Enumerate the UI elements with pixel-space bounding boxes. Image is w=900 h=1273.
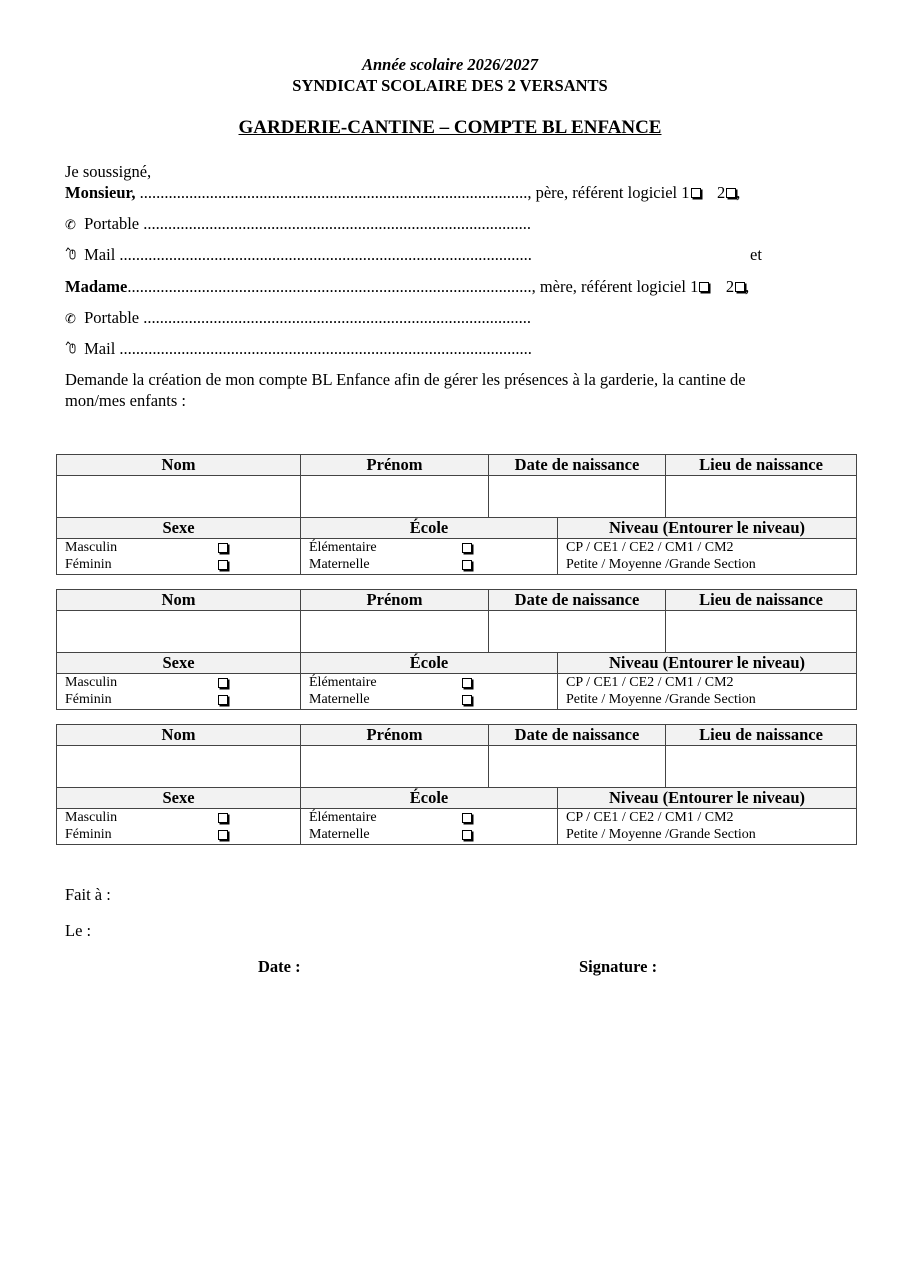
niveau-maternelle[interactable]: Petite / Moyenne /Grande Section — [566, 557, 756, 572]
option-2-label: 2 — [717, 183, 726, 202]
header-lieu-naissance: Lieu de naissance — [666, 455, 857, 476]
organization: SYNDICAT SCOLAIRE DES 2 VERSANTS — [292, 76, 608, 95]
checkbox-icon[interactable] — [218, 695, 228, 705]
checkbox-icon[interactable] — [735, 282, 745, 292]
checkbox-icon[interactable] — [218, 560, 228, 570]
masculin-label: Masculin — [65, 540, 118, 555]
ecole-options — [301, 674, 558, 710]
sexe-options — [57, 809, 301, 845]
niveau-elementaire[interactable]: CP / CE1 / CE2 / CM1 / CM2 — [566, 540, 734, 555]
niveau-maternelle[interactable]: Petite / Moyenne /Grande Section — [566, 827, 756, 842]
option-feminin[interactable] — [57, 826, 300, 843]
header-nom: Nom — [57, 725, 301, 746]
option-maternelle[interactable] — [301, 691, 557, 708]
niveau-maternelle[interactable]: Petite / Moyenne /Grande Section — [566, 692, 756, 707]
option-elementaire[interactable] — [301, 539, 557, 556]
option-elementaire[interactable] — [301, 809, 557, 826]
masculin-label: Masculin — [65, 810, 118, 825]
checkbox-icon[interactable] — [462, 830, 472, 840]
ecole-options — [301, 539, 558, 575]
monsieur-label: Monsieur, — [65, 183, 136, 202]
child-table — [56, 589, 857, 710]
request-line-1: Demande la création de mon compte BL Enfance afin de gérer les présences à la garderie, la cantine de — [65, 370, 746, 389]
niveau-options — [558, 809, 857, 845]
mouse-icon — [65, 247, 80, 264]
le-label: Le : — [65, 921, 92, 940]
header-sexe: Sexe — [57, 653, 301, 674]
header-nom: Nom — [57, 455, 301, 476]
monsieur-line — [65, 183, 740, 203]
header-niveau: Niveau (Entourer le niveau) — [558, 788, 857, 809]
option-masculin[interactable] — [57, 674, 300, 691]
monsieur-portable-line[interactable] — [65, 214, 531, 234]
option-feminin[interactable] — [57, 556, 300, 573]
comma: , — [745, 277, 750, 296]
date-label: Date : — [258, 957, 301, 976]
date-naissance-field[interactable] — [489, 611, 666, 653]
header-lieu-naissance: Lieu de naissance — [666, 725, 857, 746]
madame-line — [65, 277, 749, 297]
elementaire-label: Élémentaire — [309, 675, 377, 690]
portable-field[interactable]: Portable .............................................................................................. — [80, 214, 531, 233]
mail-field[interactable]: Mail .................................................................................................... — [80, 339, 532, 358]
checkbox-icon[interactable] — [218, 813, 228, 823]
child-table — [56, 454, 857, 575]
feminin-label: Féminin — [65, 827, 112, 842]
nom-field[interactable] — [57, 746, 301, 788]
mouse-icon — [65, 341, 80, 358]
ecole-options — [301, 809, 558, 845]
sexe-options — [57, 539, 301, 575]
signature-label: Signature : — [579, 957, 658, 976]
mail-field[interactable]: Mail .................................................................................................... — [80, 245, 532, 264]
niveau-elementaire[interactable]: CP / CE1 / CE2 / CM1 / CM2 — [566, 810, 734, 825]
madame-label: Madame — [65, 277, 128, 296]
comma: , — [736, 183, 741, 202]
fait-a-label: Fait à : — [65, 885, 111, 904]
option-2-label: 2 — [725, 277, 735, 296]
header-date-naissance: Date de naissance — [489, 590, 666, 611]
checkbox-icon[interactable] — [726, 188, 736, 198]
header-prenom: Prénom — [301, 590, 489, 611]
monsieur-field[interactable]: .............................................................................................., père, référent logiciel 1 — [135, 183, 690, 202]
option-masculin[interactable] — [57, 809, 300, 826]
header-niveau: Niveau (Entourer le niveau) — [558, 653, 857, 674]
checkbox-icon[interactable] — [462, 678, 472, 688]
checkbox-icon[interactable] — [462, 695, 472, 705]
checkbox-icon[interactable] — [218, 830, 228, 840]
option-maternelle[interactable] — [301, 826, 557, 843]
option-maternelle[interactable] — [301, 556, 557, 573]
portable-field[interactable]: Portable .............................................................................................. — [80, 308, 531, 327]
et-text: et — [750, 245, 762, 264]
header-sexe: Sexe — [57, 518, 301, 539]
date-naissance-field[interactable] — [489, 746, 666, 788]
header-nom: Nom — [57, 590, 301, 611]
lieu-naissance-field[interactable] — [666, 476, 857, 518]
lieu-naissance-field[interactable] — [666, 611, 857, 653]
madame-portable-line[interactable] — [65, 308, 531, 328]
phone-icon: ✆ — [65, 218, 76, 233]
niveau-options — [558, 674, 857, 710]
feminin-label: Féminin — [65, 692, 112, 707]
checkbox-icon[interactable] — [462, 560, 472, 570]
page-title: GARDERIE-CANTINE – COMPTE BL ENFANCE — [238, 117, 662, 138]
checkbox-icon[interactable] — [462, 813, 472, 823]
sexe-options — [57, 674, 301, 710]
header-prenom: Prénom — [301, 455, 489, 476]
elementaire-label: Élémentaire — [309, 810, 377, 825]
niveau-options — [558, 539, 857, 575]
masculin-label: Masculin — [65, 675, 118, 690]
option-feminin[interactable] — [57, 691, 300, 708]
madame-mail-line[interactable] — [65, 339, 532, 359]
header-ecole: École — [301, 788, 558, 809]
child-table — [56, 724, 857, 845]
intro-text: Je soussigné, — [65, 162, 152, 181]
header-sexe: Sexe — [57, 788, 301, 809]
lieu-naissance-field[interactable] — [666, 746, 857, 788]
option-masculin[interactable] — [57, 539, 300, 556]
checkbox-icon[interactable] — [218, 543, 228, 553]
maternelle-label: Maternelle — [309, 557, 370, 572]
header-prenom: Prénom — [301, 725, 489, 746]
checkbox-icon[interactable] — [699, 282, 709, 292]
header-lieu-naissance: Lieu de naissance — [666, 590, 857, 611]
option-elementaire[interactable] — [301, 674, 557, 691]
checkbox-icon[interactable] — [218, 678, 228, 688]
elementaire-label: Élémentaire — [309, 540, 377, 555]
maternelle-label: Maternelle — [309, 827, 370, 842]
niveau-elementaire[interactable]: CP / CE1 / CE2 / CM1 / CM2 — [566, 675, 734, 690]
date-naissance-field[interactable] — [489, 476, 666, 518]
checkbox-icon[interactable] — [691, 188, 701, 198]
prenom-field[interactable] — [301, 476, 489, 518]
request-line-2: mon/mes enfants : — [65, 391, 186, 410]
prenom-field[interactable] — [301, 611, 489, 653]
phone-icon: ✆ — [65, 312, 76, 327]
header-ecole: École — [301, 518, 558, 539]
header-date-naissance: Date de naissance — [489, 725, 666, 746]
nom-field[interactable] — [57, 611, 301, 653]
prenom-field[interactable] — [301, 746, 489, 788]
header-date-naissance: Date de naissance — [489, 455, 666, 476]
header-niveau: Niveau (Entourer le niveau) — [558, 518, 857, 539]
feminin-label: Féminin — [65, 557, 112, 572]
school-year: Année scolaire 2026/2027 — [362, 55, 538, 74]
madame-field[interactable]: .................................................................................................., mère, référent logiciel 1 — [127, 277, 699, 296]
checkbox-icon[interactable] — [462, 543, 472, 553]
nom-field[interactable] — [57, 476, 301, 518]
maternelle-label: Maternelle — [309, 692, 370, 707]
header-ecole: École — [301, 653, 558, 674]
monsieur-mail-line[interactable] — [65, 245, 532, 265]
